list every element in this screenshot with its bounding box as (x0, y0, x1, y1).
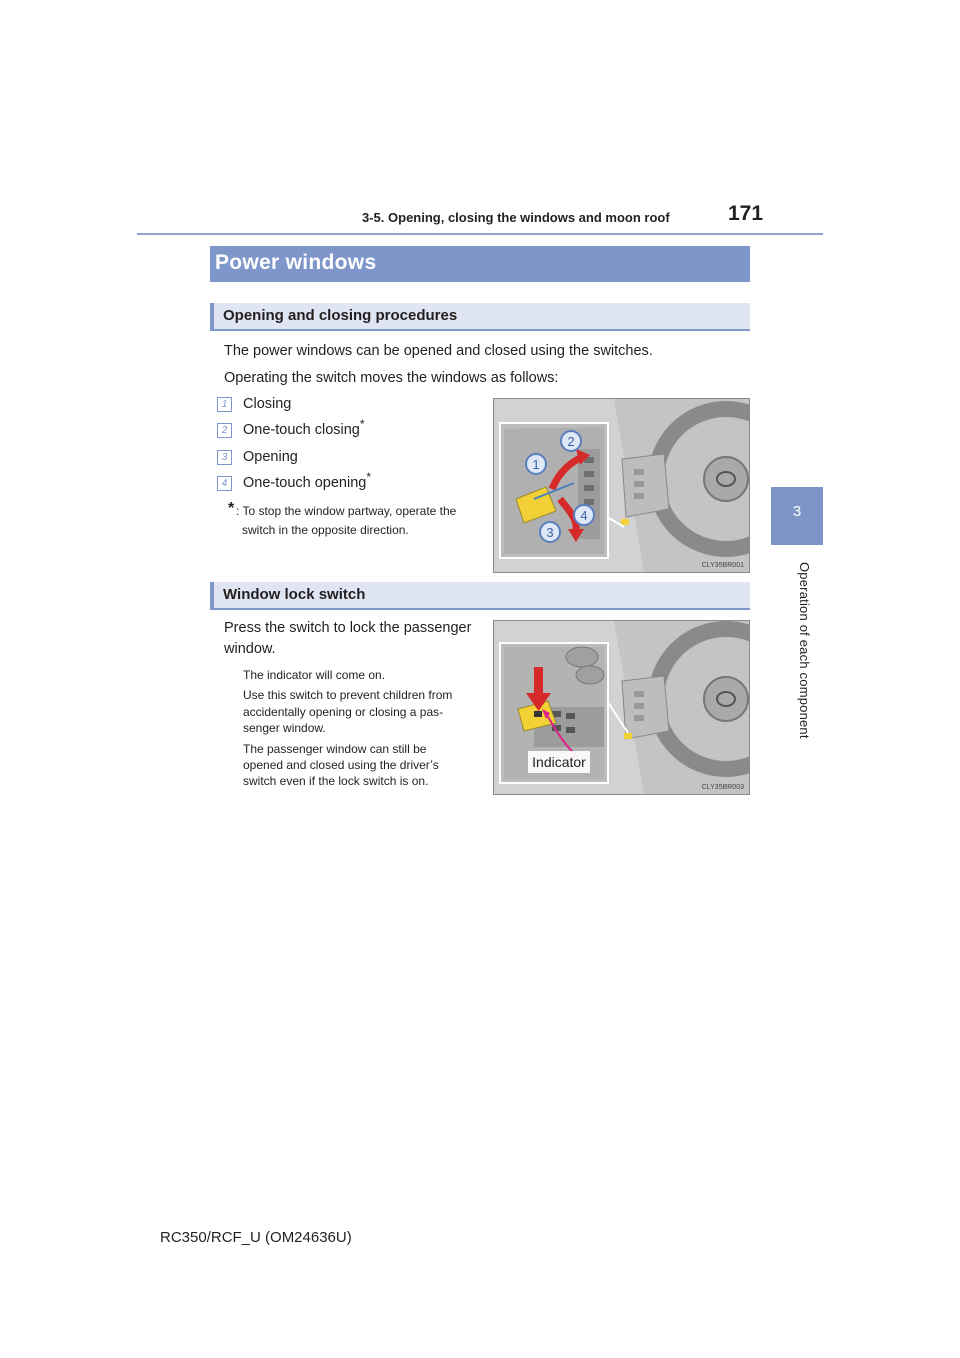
footnote-line-1: : To stop the window partway, operate the (236, 504, 457, 518)
lock-note-3-line-2: opened and closed using the driver’s (243, 758, 439, 772)
list-item (243, 470, 372, 491)
section-title: Power windows (210, 246, 750, 282)
chapter-tab-label: Operation of each component (797, 562, 812, 739)
lock-note-1: The indicator will come on. (243, 668, 386, 682)
item-number-badge: 4 (217, 476, 232, 491)
figure-callout-1 (526, 454, 546, 474)
indicator-label: Indicator (532, 754, 586, 770)
footer-model-code: RC350/RCF_U (OM24636U) (160, 1229, 352, 1246)
item-number-badge: 1 (217, 397, 232, 412)
svg-text:3: 3 (546, 525, 554, 540)
list-item-label: One-touch closing (243, 422, 360, 438)
item-number-badge: 2 (217, 423, 232, 438)
subsection-heading-opening-closing: Opening and closing procedures (210, 303, 750, 331)
footnote-star: * (359, 417, 365, 432)
lock-text-line-2: window. (224, 641, 276, 657)
lock-text-line-1: Press the switch to lock the passenger (224, 620, 472, 636)
chapter-tab-number: 3 (792, 503, 802, 520)
footnote-star: * (366, 470, 372, 485)
lock-note-2-line-3: senger window. (243, 721, 326, 735)
header-rule (137, 233, 823, 235)
list-item-label: Closing (243, 396, 292, 412)
figure-code: CLY35BR003 (701, 784, 744, 791)
list-item (243, 417, 365, 438)
lock-note-3-line-3: switch even if the lock switch is on. (243, 774, 429, 788)
figure-callout-4 (574, 505, 594, 525)
page-number: 171 (728, 202, 764, 225)
window-switch-figure (493, 398, 750, 573)
window-lock-figure (493, 620, 750, 795)
list-item (243, 449, 298, 465)
list-item (243, 396, 291, 412)
footnote-mark: * (228, 500, 235, 517)
svg-text:2: 2 (567, 434, 575, 449)
footnote-line-2: switch in the opposite direction. (242, 523, 409, 537)
svg-text:1: 1 (532, 457, 540, 472)
running-header-section: 3-5. Opening, closing the windows and moon roof (362, 210, 670, 225)
intro-text-2: Operating the switch moves the windows as follows: (224, 370, 559, 386)
figure-callout-2 (561, 431, 581, 451)
lock-note-3-line-1: The passenger window can still be (243, 742, 427, 756)
list-item-label: One-touch opening (243, 475, 367, 491)
list-item-label: Opening (243, 449, 298, 465)
figure-callout-3 (540, 522, 560, 542)
figure-code: CLY35BR001 (701, 562, 744, 569)
lock-note-2-line-2: accidentally opening or closing a pas- (243, 705, 444, 719)
item-number-badge: 3 (217, 450, 232, 465)
lock-note-2-line-1: Use this switch to prevent children from (243, 688, 453, 702)
svg-text:4: 4 (580, 508, 588, 523)
subsection-heading-window-lock: Window lock switch (210, 582, 750, 610)
intro-text-1: The power windows can be opened and closed using the switches. (224, 343, 653, 359)
